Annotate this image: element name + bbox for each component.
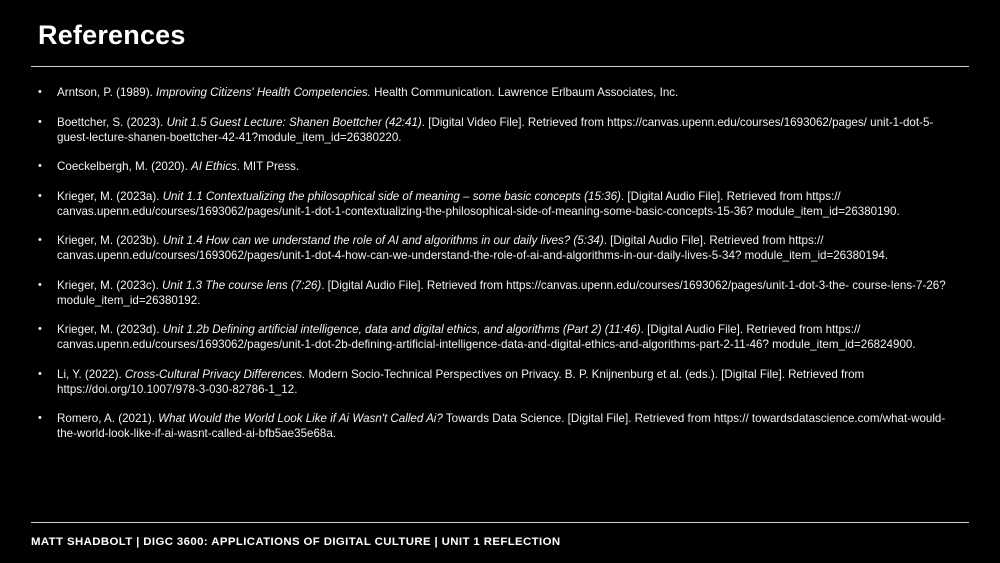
reference-details: . [Digital Audio File]. Retrieved from https:// canvas.upenn.edu/courses/1693062/pages/unit-1-dot-2b-defining-artificial-intelligence-data-and-digital-ethics-and-algorithms-part-2-11-46? module_item_id=26824900.: [57, 323, 916, 351]
bullet-icon: •: [38, 115, 42, 128]
reference-title: Unit 1.4 How can we understand the role of AI and algorithms in our daily lives? (5:34): [162, 234, 604, 247]
bullet-icon: •: [38, 412, 42, 424]
reference-item: [38, 278, 958, 308]
title-divider: [31, 66, 969, 67]
reference-details: . MIT Press.: [236, 160, 300, 173]
reference-authors: Li, Y. (2022).: [57, 367, 125, 381]
bullet-icon: •: [38, 189, 42, 202]
bullet-icon: •: [38, 160, 42, 172]
page-title: References: [38, 20, 186, 50]
reference-authors: Krieger, M. (2023a).: [57, 189, 163, 203]
reference-details: Modern Socio-Technical Perspectives on Privacy. B. P. Knijnenburg et al. (eds.). [Digital File]. Retrieved from https://doi.org/10.1007/978-3-030-82786-1_12.: [57, 367, 865, 396]
reference-details: Towards Data Science. [Digital File]. Retrieved from https:// towardsdatascience.com/what-would-the-world-look-like-if-ai-wasnt-called-ai-bfb5ae35e68a.: [57, 412, 946, 440]
reference-title: AI Ethics: [191, 160, 237, 173]
bullet-icon: •: [38, 367, 42, 380]
reference-title: Unit 1.2b Defining artificial intelligence, data and digital ethics, and algorithms (Part 2) (11:46): [162, 323, 641, 336]
reference-authors: Romero, A. (2021).: [57, 412, 159, 425]
bullet-icon: •: [38, 323, 42, 335]
bullet-icon: •: [38, 278, 42, 291]
reference-authors: Boettcher, S. (2023).: [57, 115, 167, 129]
reference-authors: Krieger, M. (2023b).: [57, 234, 163, 247]
reference-item: [38, 85, 958, 100]
reference-item: [38, 115, 958, 145]
reference-details: . [Digital Audio File]. Retrieved from https://canvas.upenn.edu/courses/1693062/pages/unit-1-dot-3-the- course-lens-7-26?module_item_id=26380192.: [57, 278, 946, 307]
reference-details: . [Digital Video File]. Retrieved from https://canvas.upenn.edu/courses/1693062/pages/ unit-1-dot-5-guest-lecture-shanen-boettcher-42-41?module_item_id=26380220.: [57, 115, 934, 144]
reference-item: [38, 189, 958, 219]
reference-item: [38, 233, 958, 263]
reference-title: Cross-Cultural Privacy Differences.: [124, 367, 306, 381]
reference-authors: Krieger, M. (2023c).: [57, 278, 163, 292]
bullet-icon: •: [38, 234, 42, 246]
reference-title: Improving Citizens' Health Competencies.: [156, 86, 371, 99]
reference-title: Unit 1.1 Contextualizing the philosophical side of meaning – some basic concepts (15:36): [162, 189, 621, 203]
reference-title: Unit 1.5 Guest Lecture: Shanen Boettcher (42:41): [166, 115, 422, 129]
reference-title: What Would the World Look Like if Ai Wasn't Called Ai?: [158, 412, 443, 425]
reference-item: [38, 367, 958, 397]
reference-item: [38, 322, 958, 352]
reference-title: Unit 1.3 The course lens (7:26): [162, 278, 322, 292]
reference-authors: Coeckelbergh, M. (2020).: [57, 160, 192, 173]
reference-item: [38, 159, 958, 174]
reference-list: [38, 85, 958, 456]
bullet-icon: •: [38, 86, 42, 98]
footer-text: MATT SHADBOLT | DIGC 3600: APPLICATIONS OF DIGITAL CULTURE | UNIT 1 REFLECTION: [31, 536, 561, 548]
reference-details: . [Digital Audio File]. Retrieved from https:// canvas.upenn.edu/courses/1693062/pages/unit-1-dot-1-contextualizing-the-philosophical-side-of-meaning-some-basic-concepts-15-36? module_item_id=26380190.: [57, 189, 900, 218]
reference-authors: Krieger, M. (2023d).: [57, 323, 163, 336]
reference-details: . [Digital Audio File]. Retrieved from https:// canvas.upenn.edu/courses/1693062/pages/unit-1-dot-4-how-can-we-understand-the-role-of-ai-and-algorithms-in-our-daily-lives-5-34? module_item_id=26380194.: [57, 234, 889, 262]
reference-details: Health Communication. Lawrence Erlbaum Associates, Inc.: [370, 86, 679, 99]
reference-authors: Arntson, P. (1989).: [57, 86, 157, 99]
reference-item: [38, 411, 958, 441]
footer-divider: [31, 522, 969, 523]
